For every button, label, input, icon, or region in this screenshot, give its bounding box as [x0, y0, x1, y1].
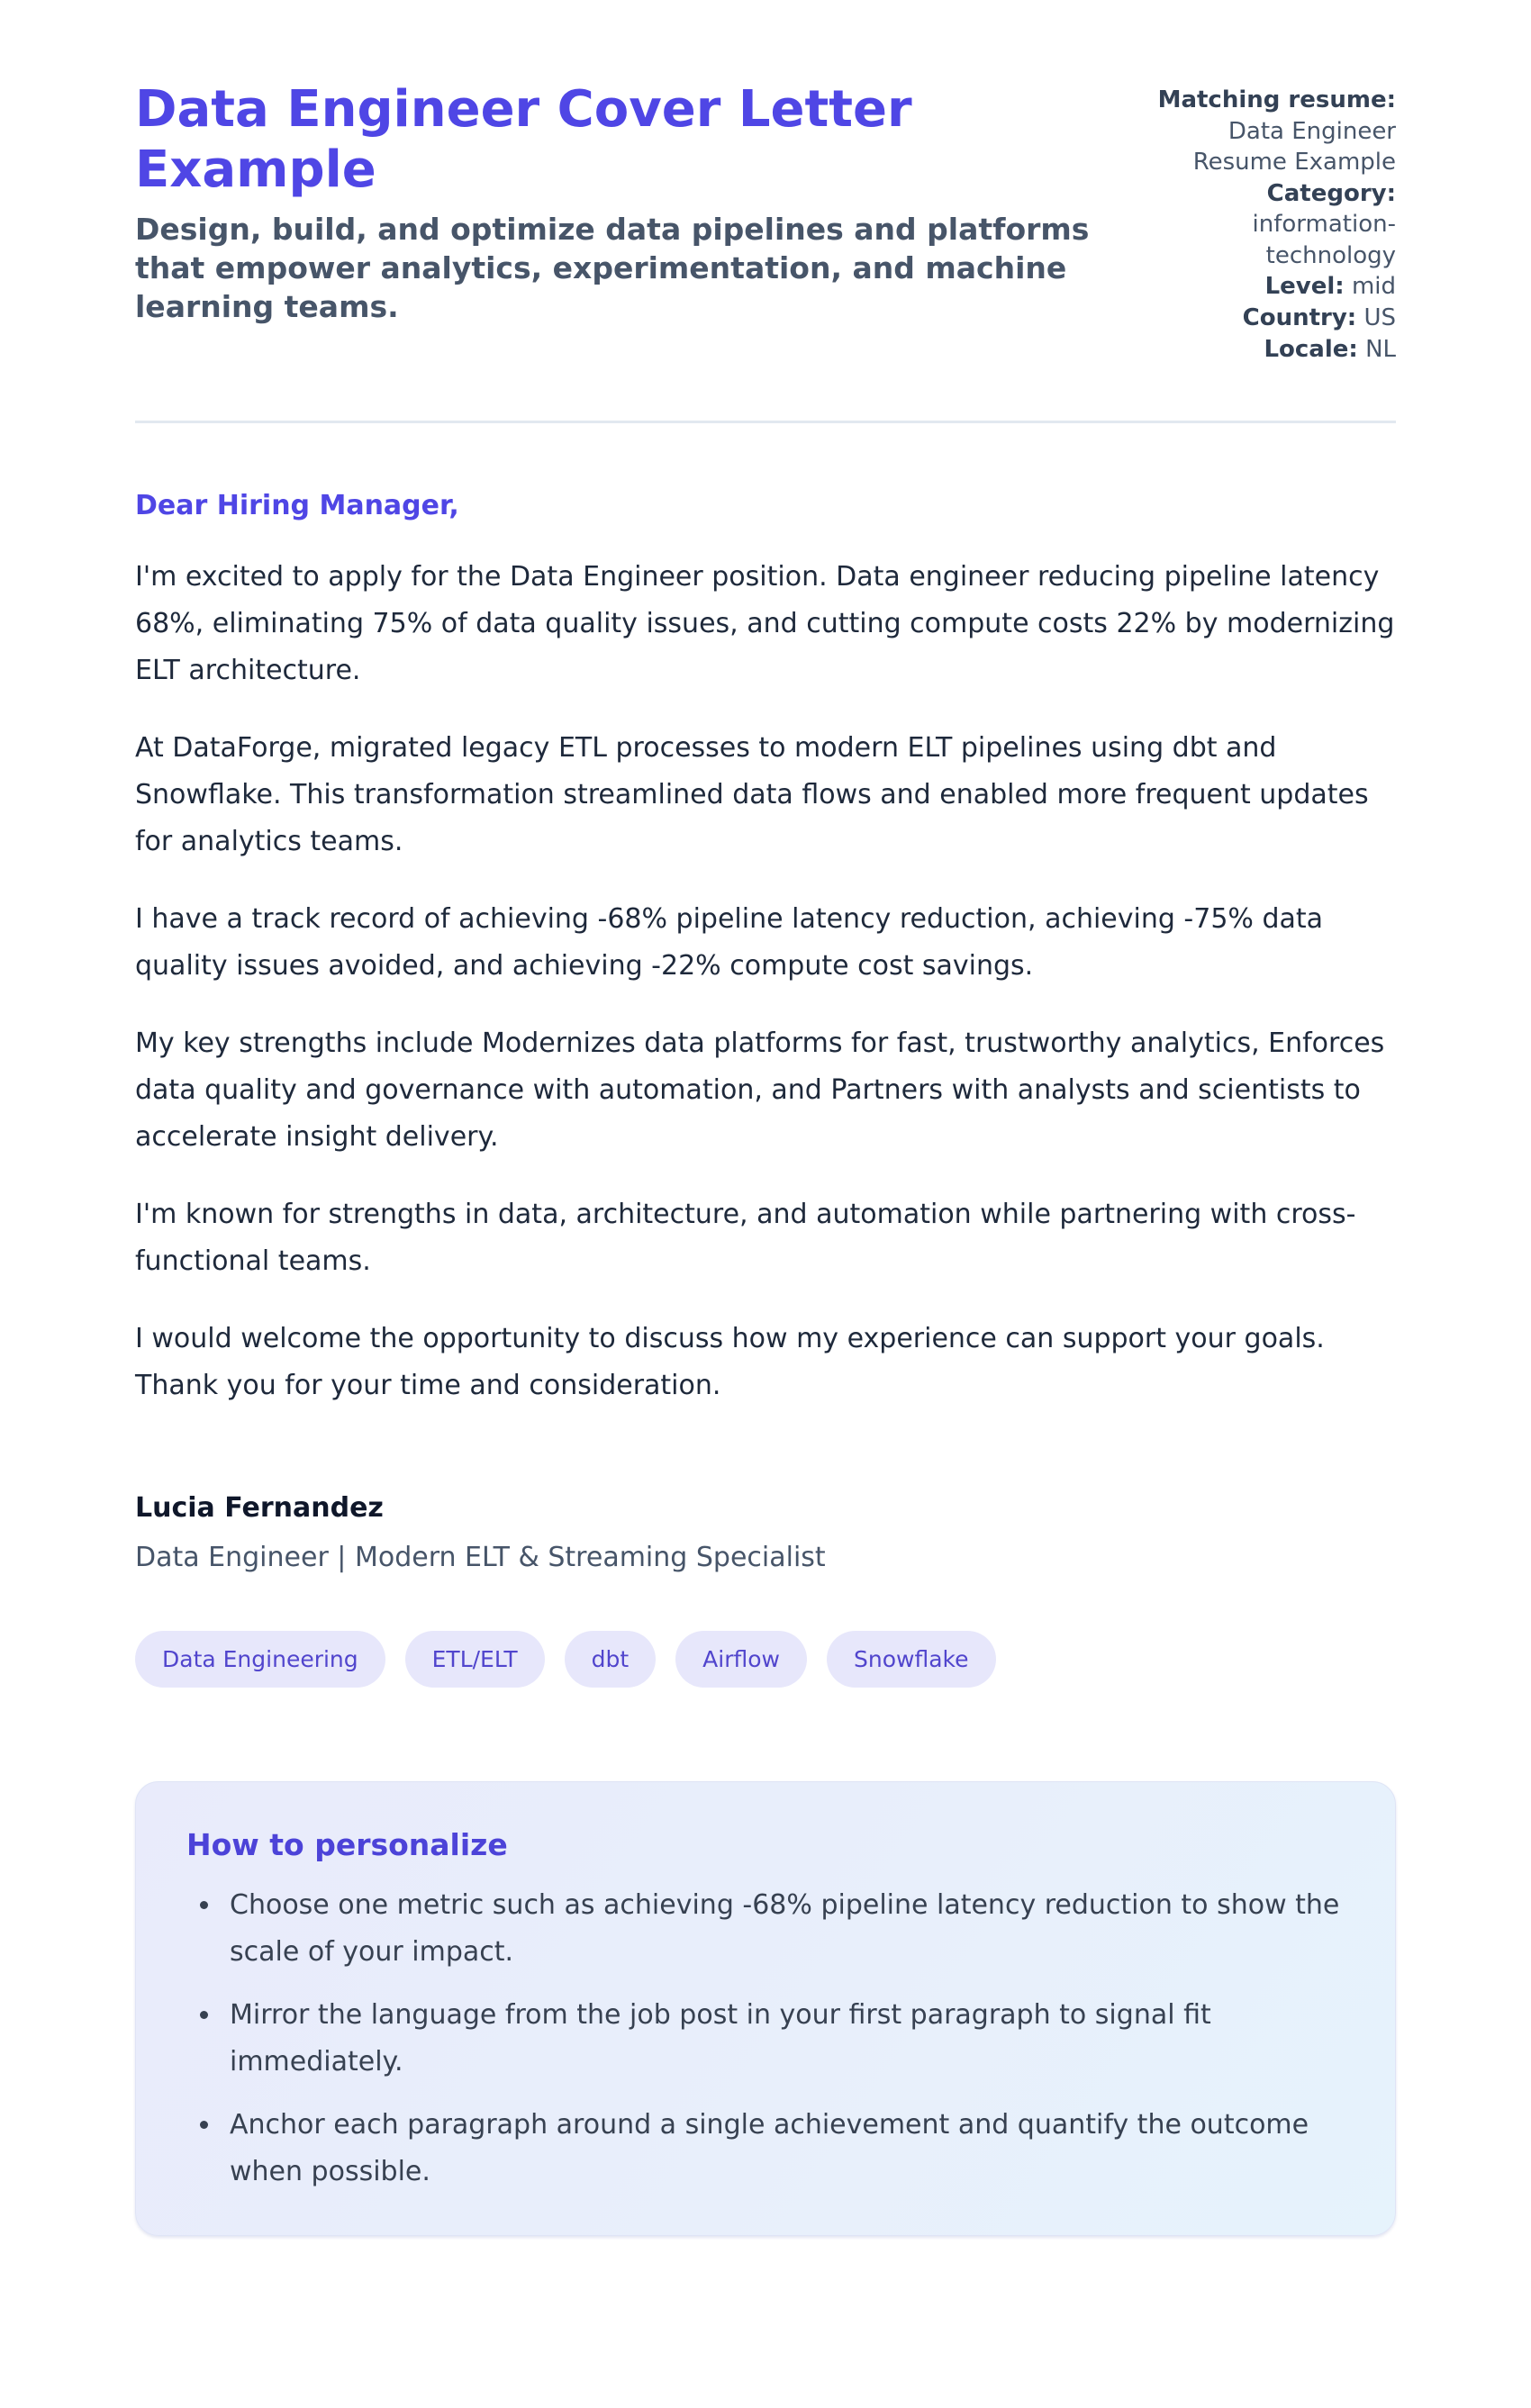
- signature-block: [135, 1492, 1396, 1573]
- meta-label: Level:: [1264, 273, 1345, 301]
- letter-paragraph: At DataForge, migrated legacy ETL processes to modern ELT pipelines using dbt and Snowflake. This transformation streamlined data flows and enabled more frequent updates for analytics teams.: [135, 732, 1369, 858]
- header-title-block: [135, 79, 1108, 327]
- meta-item-level: [1151, 271, 1396, 303]
- meta-label: Country:: [1242, 304, 1357, 332]
- meta-item-locale: [1151, 334, 1396, 366]
- meta-item-country: [1151, 303, 1396, 334]
- tip-item: • Anchor each paragraph around a single achievement and quantify the outcome when possible.: [222, 2102, 1341, 2195]
- meta-item-category: [1151, 178, 1396, 272]
- tip-item: • Mirror the language from the job post in your first paragraph to signal fit immediately.: [222, 1992, 1341, 2086]
- meta-list: [1151, 79, 1396, 365]
- header-divider: [135, 421, 1396, 423]
- meta-label: Locale:: [1264, 335, 1358, 363]
- letter-paragraph: I'm known for strengths in data, architecture, and automation while partnering with cross-functional teams.: [135, 1199, 1356, 1278]
- letter-paragraph: I'm excited to apply for the Data Engineer position. Data engineer reducing pipeline latency 68%, eliminating 75% of data quality issues, and cutting compute costs 22% by modernizing ELT architecture.: [135, 561, 1395, 687]
- tips-heading: How to personalize: [186, 1827, 508, 1863]
- tag-chip-snowflake[interactable]: Snowflake: [827, 1631, 996, 1688]
- letter-paragraph: I would welcome the opportunity to discuss how my experience can support your goals. Thank you for your time and consideration.: [135, 1323, 1325, 1402]
- tag-chip-airflow[interactable]: Airflow: [675, 1631, 807, 1688]
- tag-chip-data-engineering[interactable]: Data Engineering: [135, 1631, 385, 1688]
- page-subtitle: Design, build, and optimize data pipelines and platforms that empower analytics, experimentation, and machine learning teams.: [135, 212, 1090, 325]
- meta-value: information-technology: [1252, 211, 1396, 269]
- signature-title: Data Engineer | Modern ELT & Streaming Specialist: [135, 1542, 826, 1574]
- tag-chip-dbt[interactable]: dbt: [565, 1631, 657, 1688]
- tag-chip-etl-elt[interactable]: ETL/ELT: [405, 1631, 545, 1688]
- signature-name: Lucia Fernandez: [135, 1492, 384, 1525]
- meta-value: mid: [1351, 273, 1396, 301]
- header: [135, 79, 1396, 365]
- meta-value: US: [1363, 304, 1396, 332]
- letter-paragraph: My key strengths include Modernizes data platforms for fast, trustworthy analytics, Enforces data quality and governance with automation, and Partners with analysts and scientists to accelerate insight delivery.: [135, 1027, 1385, 1154]
- tip-item: • Choose one metric such as achieving -68% pipeline latency reduction to show the scale of your impact.: [222, 1882, 1341, 1976]
- tag-list: [135, 1631, 1396, 1688]
- meta-label: Matching resume:: [1157, 86, 1396, 113]
- meta-value: NL: [1365, 335, 1396, 363]
- salutation: Dear Hiring Manager,: [135, 490, 459, 522]
- meta-item-matching-resume: [1151, 85, 1396, 178]
- page: [135, 0, 1396, 2236]
- tips-list: [186, 1882, 1341, 2195]
- page-title: Data Engineer Cover Letter Example: [135, 80, 912, 200]
- cover-letter-body: [135, 490, 1396, 1573]
- meta-value: Data Engineer Resume Example: [1192, 117, 1396, 177]
- how-to-personalize-card: [135, 1781, 1396, 2236]
- letter-paragraph: I have a track record of achieving -68% pipeline latency reduction, achieving -75% data quality issues avoided, and achieving -22% compute cost savings.: [135, 903, 1324, 982]
- meta-label: Category:: [1266, 179, 1396, 207]
